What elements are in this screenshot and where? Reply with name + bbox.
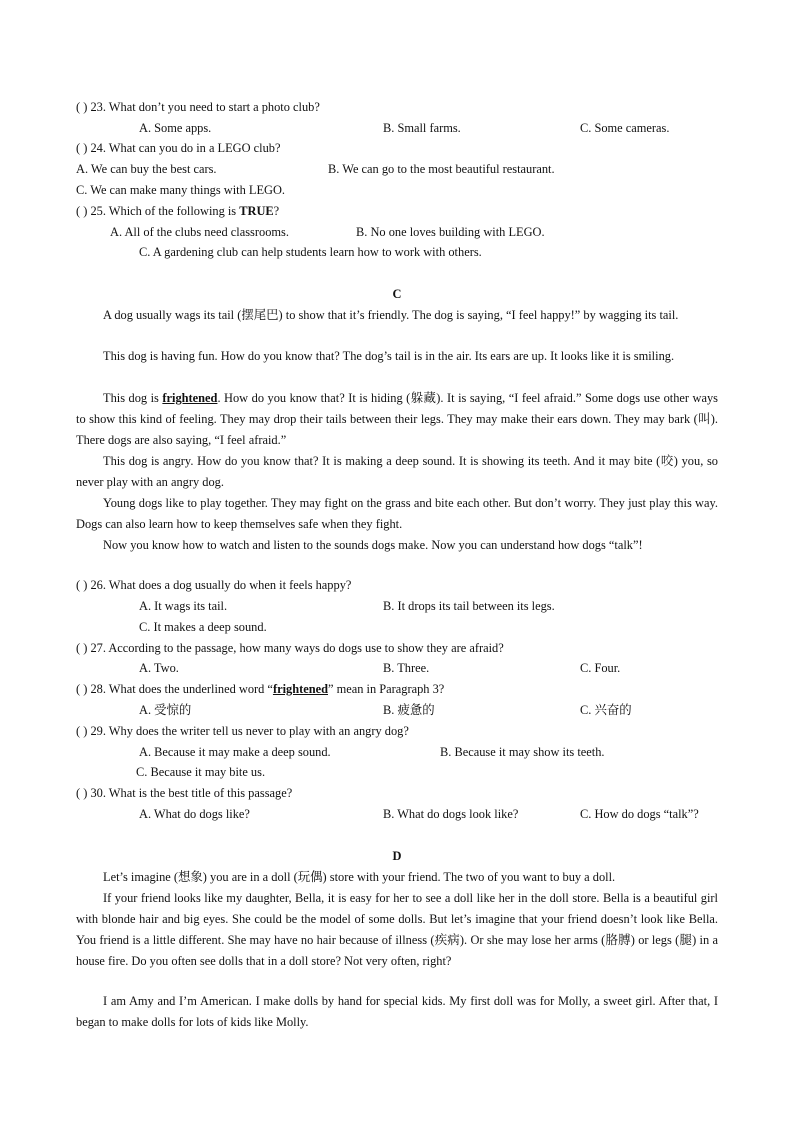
section-c-paragraph-4: This dog is angry. How do you know that? It is making a deep sound. It is showing its teeth. And it may bite (咬) you, so never play with an angry dog. — [76, 454, 718, 489]
q28-underlined-word: frightened — [272, 682, 328, 696]
section-c-paragraph-3: This dog is frightened. How do you know that? It is hiding (躲藏). It is saying, “I feel afraid.” Some dogs use other ways to show this kind of feeling. They may drop their tails between their legs. They may make their ears down. They may bark (叫). There dogs are also saying, “I feel afraid.” — [76, 391, 718, 447]
question-26: ( ) 26. What does a dog usually do when it feels happy? — [76, 578, 352, 592]
q25-option-a[interactable]: A. All of the clubs need classrooms. — [110, 225, 289, 239]
section-c-paragraph-2: This dog is having fun. How do you know that? The dog’s tail is in the air. Its ears are up. It looks like it is smiling. — [103, 349, 675, 363]
section-c-heading: C — [392, 287, 402, 301]
q26-option-b[interactable]: B. It drops its tail between its legs. — [383, 599, 555, 613]
question-28 — [76, 681, 718, 697]
section-d-paragraph-1: Let’s imagine (想象) you are in a doll (玩偶) store with your friend. The two of you want to buy a doll. — [103, 870, 616, 884]
section-c-paragraph-6: Now you know how to watch and listen to the sounds dogs make. Now you can understand how dogs “talk”! — [103, 538, 643, 552]
q30-option-a[interactable]: A. What do dogs like? — [139, 807, 250, 821]
question-30: ( ) 30. What is the best title of this passage? — [76, 786, 293, 800]
q27-option-b[interactable]: B. Three. — [383, 661, 430, 675]
q23-option-b[interactable]: B. Small farms. — [383, 121, 461, 135]
q25-option-c[interactable]: C. A gardening club can help students learn how to work with others. — [139, 245, 482, 259]
q24-option-b[interactable]: B. We can go to the most beautiful restaurant. — [328, 162, 555, 176]
q29-option-a[interactable]: A. Because it may make a deep sound. — [139, 745, 331, 759]
question-25 — [76, 203, 718, 219]
q23-option-c[interactable]: C. Some cameras. — [580, 121, 670, 135]
question-24: ( ) 24. What can you do in a LEGO club? — [76, 141, 281, 155]
q26-option-c[interactable]: C. It makes a deep sound. — [139, 620, 267, 634]
question-27: ( ) 27. According to the passage, how many ways do dogs use to show they are afraid? — [76, 641, 504, 655]
underlined-word-frightened: frightened — [162, 391, 218, 405]
section-c-paragraph-1: A dog usually wags its tail (摆尾巴) to show that it’s friendly. The dog is saying, “I feel happy!” by wagging its tail. — [103, 308, 679, 322]
q30-option-c[interactable]: C. How do dogs “talk”? — [580, 807, 699, 821]
question-23: ( ) 23. What don’t you need to start a photo club? — [76, 100, 320, 114]
q23-option-a[interactable]: A. Some apps. — [139, 121, 212, 135]
q26-option-a[interactable]: A. It wags its tail. — [139, 599, 228, 613]
q25-option-b[interactable]: B. No one loves building with LEGO. — [356, 225, 545, 239]
q25-stem: ( ) 25. Which of the following is — [76, 204, 240, 218]
q28-stem: ( ) 28. What does the underlined word “ — [76, 682, 273, 696]
q25-stem-end: ? — [273, 204, 280, 218]
q24-option-c[interactable]: C. We can make many things with LEGO. — [76, 183, 286, 197]
q30-option-b[interactable]: B. What do dogs look like? — [383, 807, 519, 821]
section-d-heading: D — [392, 849, 402, 863]
q28-option-c[interactable]: C. 兴奋的 — [580, 703, 632, 717]
q28-option-a[interactable]: A. 受惊的 — [139, 703, 192, 717]
q28-stem-end: ” mean in Paragraph 3? — [328, 682, 445, 696]
section-d-paragraph-2: If your friend looks like my daughter, Bella, it is easy for her to see a doll like her in the doll store. Bella is a beautiful girl with blonde hair and big eyes. She could be the model of some dolls. But let’s imagine that your friend doesn’t look like Bella. You friend is a little different. She may have no hair because of illness (疾病). Or she may lose her arms (胳膊) or legs (腿) in a house fire. Do you often see dolls that in a doll store? Not very often, right? — [76, 891, 718, 968]
q28-option-b[interactable]: B. 疲惫的 — [383, 703, 435, 717]
section-c-paragraph-5: Young dogs like to play together. They may fight on the grass and bite each other. But don’t worry. They just play this way. Dogs can also learn how to keep themselves safe when they fight. — [76, 496, 718, 531]
q24-option-a[interactable]: A. We can buy the best cars. — [76, 162, 217, 176]
q29-option-c[interactable]: C. Because it may bite us. — [136, 765, 266, 779]
question-29: ( ) 29. Why does the writer tell us never to play with an angry dog? — [76, 724, 409, 738]
section-d-paragraph-3: I am Amy and I’m American. I make dolls by hand for special kids. My first doll was for Molly, a sweet girl. After that, I began to make dolls for lots of kids like Molly. — [76, 994, 718, 1029]
q25-bold-word: TRUE — [239, 204, 274, 218]
q27-option-c[interactable]: C. Four. — [580, 661, 621, 675]
q27-option-a[interactable]: A. Two. — [139, 661, 179, 675]
q29-option-b[interactable]: B. Because it may show its teeth. — [440, 745, 605, 759]
